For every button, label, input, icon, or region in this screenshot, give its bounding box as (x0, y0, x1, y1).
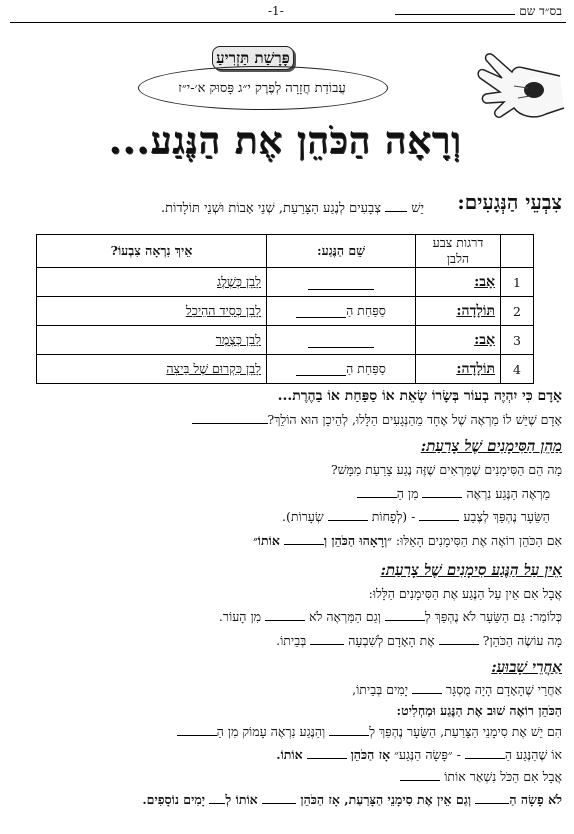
answer-blank[interactable] (357, 486, 397, 498)
question-line (282, 509, 550, 525)
row-name-prefix: סַפַּחַת הַ (346, 303, 386, 318)
answer-blank[interactable] (412, 682, 442, 694)
main-title: וְרָאָה הַכֹּהֵן אֶת הַנֶּגַע... (108, 118, 462, 162)
row-name-blank[interactable] (308, 335, 374, 348)
row-name-cell[interactable] (267, 297, 416, 326)
work-title: עֲבוֹדַת חֲזָרָה לְפֶרֶק י״ג פָּסוּק א׳-י״ז (178, 81, 346, 96)
question-line (276, 633, 562, 649)
question-line (352, 682, 562, 698)
table-row (37, 326, 534, 355)
verse-line: אָדָם כִּי יִהְיֶה בְעוֹר בְּשָׂרוֹ שְׂאֵת אוֹ סַפַּחַת אוֹ בַהֶרֶת... (277, 388, 562, 404)
row-name-prefix: סַפַּחַת הַ (346, 361, 386, 376)
question-text: כְּלוֹמַר: גַּם הַשֵּׂעָר לֹא נֶהְפַּךְ לְ (424, 609, 562, 624)
row-name-cell[interactable] (267, 326, 416, 355)
question-line (219, 609, 562, 625)
answer-blank[interactable] (284, 533, 324, 545)
row-look: לָבָן כְּשֶׁלֶג (37, 268, 267, 297)
question-line: מָה הֵם הַסִּימָנִים שֶׁמַּרְאִים שֶׁזֶּה נֶגַע צָרַעַת מַמָּשׁ? (330, 462, 562, 477)
question-text: מַרְאֶה הַנֶּגַע נִרְאֶה (466, 486, 550, 501)
colors-sentence-start: יֵשׁ (411, 201, 424, 216)
row-level: אָב: (416, 326, 501, 355)
row-name-cell[interactable] (267, 268, 416, 297)
row-level: אָב: (416, 268, 501, 297)
page-header (0, 4, 574, 24)
question-line (142, 792, 562, 808)
answer-blank[interactable] (422, 486, 462, 498)
name-blank[interactable] (395, 4, 515, 15)
subheading-signs: מַהֵן הַסִּימָנִים שֶׁל צָרַעַת: (420, 437, 562, 455)
parasha-label: פָּרָשַׁת תַּזְרִיעַ (212, 46, 294, 70)
question-text: אוֹתוֹ. (276, 747, 303, 762)
row-number: 4 (501, 355, 534, 384)
question-text: לֹא פָשָׂה הַ (509, 792, 562, 807)
table-row (37, 268, 534, 297)
row-look: לָבָן כִּקְרוּם שֶׁל בֵּיצָה (37, 355, 267, 384)
verse-quote: ״וְרָאָהוּ הַכֹּהֵן וְ (323, 533, 392, 548)
question-text: אוֹ שֶׁהַנֶּגַע הַ (504, 747, 562, 762)
colors-table (36, 234, 534, 384)
question-text: אָז הַכֹּהֵן (350, 747, 391, 762)
answer-blank[interactable] (209, 792, 225, 804)
look-header: אֵיךְ נִרְאָה צִבְעוֹ? (37, 235, 267, 268)
row-number: 1 (501, 268, 534, 297)
row-number: 2 (501, 297, 534, 326)
question-text: אוֹתוֹ לְ (225, 792, 258, 807)
question-line: אֲבָל אִם אֵין עַל הַנֶּגַע אֶת הַסִּימָנִים הַלָּלוּ: (368, 586, 562, 601)
question-text: בְּבֵיתוֹ. (276, 633, 307, 648)
subheading-no-signs: אֵין עַל הַנֶּגַע סִימָנִים שֶׁל צָרַעַת: (380, 561, 562, 579)
answer-blank[interactable] (400, 769, 440, 781)
colors-sentence-end: צְבָעִים לְנֶגַע הַצָּרַעַת, שְׁנֵי אָבוֹת וּשְׁנֵי תּוֹלָדוֹת. (160, 201, 382, 216)
row-level: תּוֹלָדָה: (416, 355, 501, 384)
answer-blank[interactable] (262, 792, 296, 804)
page-number: -1- (268, 4, 284, 18)
question-text: - ״פָּשָׂה הַנֶּגַע״ (394, 747, 461, 762)
row-name-blank[interactable] (308, 277, 374, 290)
table-row (37, 297, 534, 326)
answer-blank[interactable] (439, 633, 479, 645)
name-label: בס״ד שם (519, 4, 562, 18)
answer-blank[interactable] (465, 747, 505, 759)
table-header-row (37, 235, 534, 268)
question-line (192, 412, 563, 428)
question-line (357, 486, 550, 502)
verse-quote: אוֹתוֹ״ (253, 533, 280, 548)
question-line (276, 747, 562, 763)
row-look: לָבָן כְּצֶמֶר (37, 326, 267, 355)
answer-blank[interactable] (328, 509, 368, 521)
question-text: אַחֲרֵי שֶׁהָאָדָם הָיָה מֻסְגָּר (445, 682, 562, 697)
header-rule (10, 22, 566, 23)
question-text: יָמִים בְּבֵיתוֹ, (352, 682, 408, 697)
question-text: הִם יֵשׁ אֶת סִימָנֵי הַצָּרַעַת, הַשֵּׂעָר נֶהְפַּךְ לְ (369, 724, 562, 739)
question-line (400, 769, 562, 785)
question-text: אָדָם שֶׁיֵּשׁ לוֹ מַרְאֶה שֶׁל אֶחָד מֵהַנְּגָעִים הַלָּלוּ, לְהֵיכָן הוּא הוֹלֵךְ? (267, 412, 562, 427)
table-row (37, 355, 534, 384)
colors-sentence (161, 200, 424, 216)
question-text: מִן הַ (396, 486, 419, 501)
row-name-cell[interactable] (267, 355, 416, 384)
question-text: וְגַם אֵין אֶת סִימָנֵי הַצָּרַעַת, אָז הַכֹּהֵן (300, 792, 472, 807)
row-look: לָבָן כְּסִיד הַהֵיכָל (37, 297, 267, 326)
answer-blank[interactable] (310, 633, 344, 645)
question-text: יָמִים נוֹסָפִים. (142, 792, 206, 807)
colors-heading: צִבְעֵי הַנְּגָעִים: (457, 190, 562, 214)
question-text: אֶת הָאָדָם לְשִׁבְעָה (348, 633, 435, 648)
question-line (177, 724, 562, 740)
answer-blank[interactable] (177, 724, 217, 736)
answer-blank[interactable] (307, 747, 347, 759)
colors-count-blank[interactable] (385, 200, 407, 212)
answer-blank[interactable] (385, 609, 425, 621)
question-text: - (לְפָחוֹת (371, 509, 416, 524)
question-text: אִם הַכֹּהֵן רוֹאֶה אֶת הַסִּימָנִים הָאֵלּוּ: (395, 533, 562, 548)
row-level: תּוֹלָדָה: (416, 297, 501, 326)
question-text: מִן הָעוֹר. (218, 609, 262, 624)
row-name-blank[interactable] (296, 363, 346, 376)
question-line (253, 533, 562, 549)
student-name-line[interactable] (395, 4, 562, 19)
answer-blank[interactable] (329, 724, 369, 736)
question-text: וְהַנֶּגַע נִרְאֶה עָמוֹק מִן הַ (216, 724, 326, 739)
answer-blank[interactable] (419, 509, 459, 521)
row-name-blank[interactable] (296, 305, 346, 318)
question-line: הַכֹּהֵן רוֹאֶה שׁוּב אֶת הַנֶּגַע וּמַחְלִיט: (396, 703, 562, 718)
answer-blank[interactable] (475, 792, 509, 804)
hand-icon (474, 46, 566, 132)
question-text: מָה עוֹשֶׂה הַכֹּהֵן? (482, 633, 562, 648)
row-number: 3 (501, 326, 534, 355)
answer-blank[interactable] (265, 609, 305, 621)
answer-blank[interactable] (192, 412, 268, 424)
name-header: שֵׁם הַנֶּגַע: (267, 235, 416, 268)
question-text: אֲבָל אִם הַכֹּל נִשְׁאַר אוֹתוֹ (444, 769, 562, 784)
num-header (501, 235, 534, 268)
question-text: שְׂעָרוֹת). (281, 509, 324, 524)
levels-header: דרגות צבע הלבן (416, 235, 501, 268)
subheading-after-week: אַחֲרֵי שָׁבוּעַ: (491, 658, 562, 676)
question-text: וְגַם הַמַּרְאֶה לֹא (309, 609, 381, 624)
question-text: הַשֵּׂעָר נֶהְפַּךְ לְצֶבַע (463, 509, 550, 524)
